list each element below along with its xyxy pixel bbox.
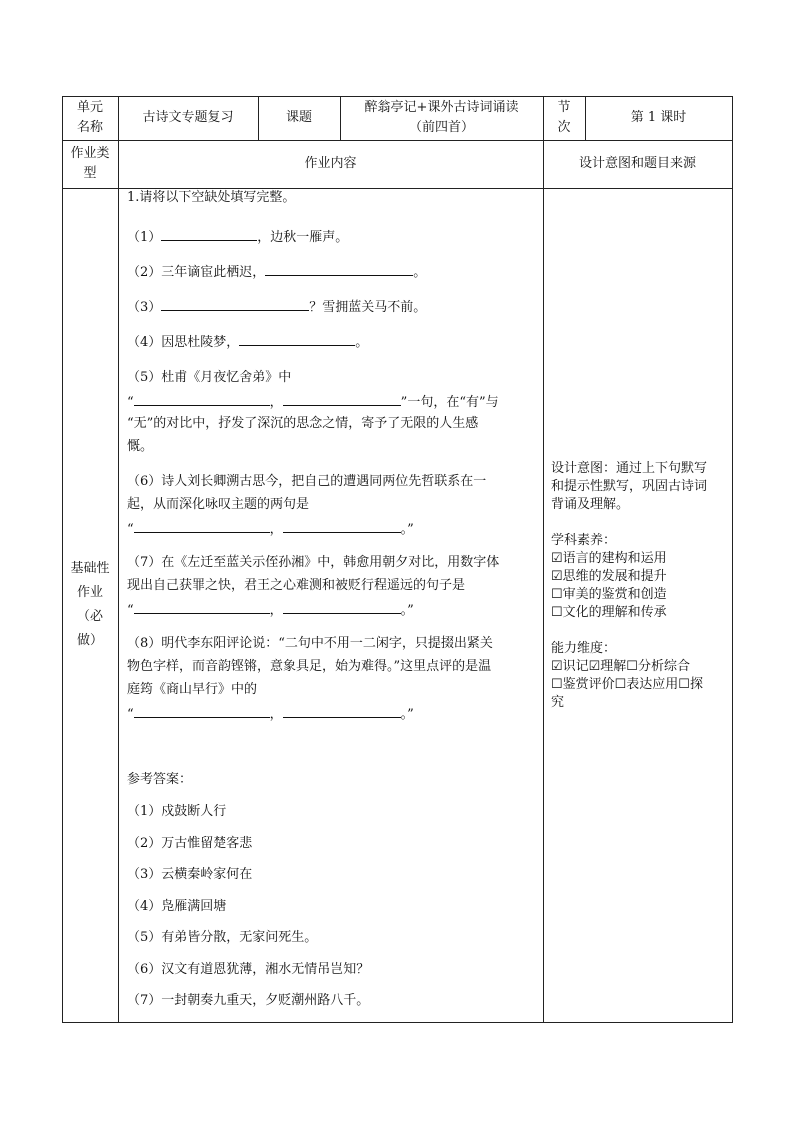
question-8-line-2: 物色字样，而音韵铿锵，意象具足，始为难得。”这里点评的是温 (127, 659, 492, 674)
homework-content-label: 作业内容 (304, 156, 357, 171)
homework-type-label: 作业类 型 (70, 146, 110, 181)
answer-blank[interactable] (134, 599, 270, 614)
answer-blank[interactable] (239, 331, 355, 346)
question-7-line-3: “ ， 。” (127, 599, 414, 621)
design-intent-text: 和提示性默写，巩固古诗词 (551, 479, 708, 494)
question-3: （3） ？雪拥蓝关马不前。 (127, 296, 426, 318)
answer-item: （6）汉文有道恩犹薄，湘水无情吊岂知？ (127, 962, 370, 977)
literacy-item: ☑思维的发展和提升 (551, 569, 667, 584)
homework-content (127, 188, 537, 1022)
answer-item: （1）戍鼓断人行 (127, 804, 227, 819)
answer-blank[interactable] (283, 518, 401, 533)
ability-line: ☑识记☑理解☐分析综合 (551, 659, 690, 674)
answer-item: （5）有弟皆分散，无家问死生。 (127, 930, 318, 945)
section-label: 节 次 (557, 100, 571, 135)
ability-line: ☐鉴赏评价☐表达应用☐探 (551, 677, 703, 692)
design-intent-text: 设计意图：通过上下句默写 (551, 461, 708, 476)
topic-value: 醉翁亭记+课外古诗词诵读 （前四首） (364, 100, 519, 135)
table-col-divider-a (118, 96, 119, 1023)
answer-item: （2）万古惟留楚客悲 (127, 836, 253, 851)
question-8-line-1: （8）明代李东阳评论说：“二句中不用一二闲字，只提掇出紧关 (127, 636, 493, 651)
ability-line: 究 (551, 695, 565, 710)
question-5-line-2: “ ， ”一句，在“有”与 (127, 391, 499, 413)
answer-item: （3）云横秦岭家何在 (127, 867, 253, 882)
question-8-line-4: “ ， 。” (127, 703, 414, 725)
answer-blank[interactable] (134, 391, 270, 406)
answer-blank[interactable] (161, 226, 257, 241)
table-border-bottom (62, 1022, 732, 1023)
question-4: （4）因思杜陵梦， 。 (127, 331, 368, 353)
answer-blank[interactable] (265, 261, 413, 276)
design-intent-text: 背诵及理解。 (551, 497, 630, 512)
table-col-divider-d (543, 96, 544, 1023)
design-intent-label: 设计意图和题目来源 (578, 156, 696, 171)
answer-blank[interactable] (134, 703, 270, 718)
homework-type-value: 基础性 作业 （必 做） (70, 561, 110, 648)
question-8-line-3: 庭筠《商山早行》中的 (127, 682, 258, 697)
unit-name-value: 古诗文专题复习 (142, 110, 234, 125)
section-value: 第 1 课时 (630, 110, 687, 125)
question-7-line-2: 现出自己获罪之快，君王之心难测和被贬行程遥远的句子是 (127, 578, 466, 593)
answer-blank[interactable] (161, 296, 309, 311)
answer-blank[interactable] (134, 518, 270, 533)
question-7-line-1: （7）在《左迁至蓝关示侄孙湘》中，韩愈用朝夕对比，用数字体 (127, 555, 500, 570)
question-5-line-4: 慨。 (127, 439, 154, 454)
design-intent (551, 460, 729, 712)
question-2: （2）三年谪宦此栖迟， 。 (127, 261, 426, 283)
literacy-title: 学科素养： (551, 533, 617, 548)
answer-item: （7）一封朝奏九重天，夕贬潮州路八千。 (127, 993, 370, 1008)
literacy-item: ☑语言的建构和运用 (551, 551, 667, 566)
answer-blank[interactable] (283, 703, 401, 718)
answer-item: （4）凫雁满回塘 (127, 899, 227, 914)
answer-blank[interactable] (283, 599, 401, 614)
question-1: （1） ，边秋一雁声。 (127, 226, 348, 248)
question-6-line-1: （6）诗人刘长卿溯古思今，把自己的遭遇同两位先哲联系在一 (127, 474, 487, 489)
table-border-right (732, 96, 733, 1023)
question-6-line-2: 起，从而深化咏叹主题的两句是 (127, 497, 310, 512)
question-5-line-3: “无”的对比中，抒发了深沉的思念之情，寄予了无限的人生感 (127, 416, 479, 431)
topic-label: 课题 (285, 110, 312, 125)
ability-title: 能力维度： (551, 641, 617, 656)
question-intro: 1.请将以下空缺处填写完整。 (127, 190, 296, 205)
answers-title: 参考答案： (127, 772, 193, 787)
unit-name-label: 单元 名称 (76, 100, 103, 135)
question-6-line-3: “ ， 。” (127, 518, 414, 540)
answer-blank[interactable] (283, 391, 401, 406)
literacy-item: ☐审美的鉴赏和创造 (551, 587, 667, 602)
question-5-line-1: （5）杜甫《月夜忆舍弟》中 (127, 370, 292, 385)
literacy-item: ☐文化的理解和传承 (551, 605, 667, 620)
